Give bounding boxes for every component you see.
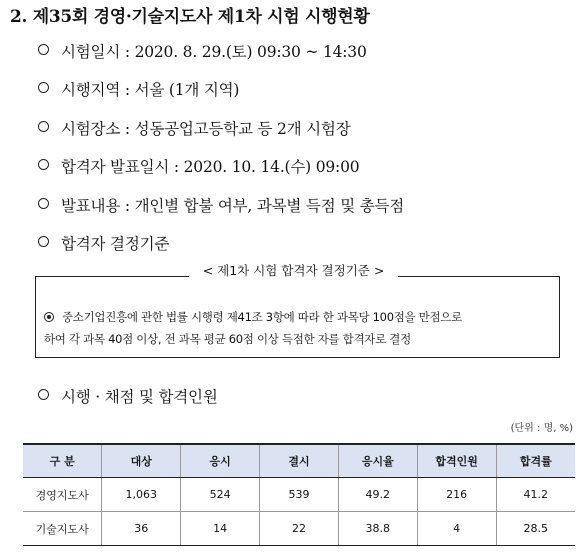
filled-circle-icon <box>44 312 54 322</box>
table-header-pass-rate: 합격률 <box>496 444 575 478</box>
hollow-circle-icon <box>38 121 49 132</box>
table-cell: 49.2 <box>338 478 417 512</box>
item-text: 합격자 결정기준 <box>61 235 170 253</box>
table-cell: 경영지도사 <box>23 478 102 512</box>
item-text: 발표내용 : 개인별 합불 여부, 과목별 득점 및 총득점 <box>61 197 405 215</box>
item-text: 시행지역 : 서울 (1개 지역) <box>61 81 240 99</box>
criteria-heading <box>0 261 587 279</box>
item-exam-statistics <box>38 385 218 407</box>
item-announcement-content <box>38 194 404 216</box>
unit-label: (단위 : 명, %) <box>510 423 573 434</box>
criteria-heading-text: < 제1차 시험 합격자 결정기준 > <box>189 263 399 278</box>
table-header-category: 구 분 <box>23 444 102 478</box>
item-pass-criteria <box>38 232 169 254</box>
criteria-line-2: 하여 각 과목 40점 이상, 전 과목 평균 60점 이상 득점한 자를 합격자로 결정 <box>44 332 411 346</box>
hollow-circle-icon <box>38 82 49 93</box>
item-text: 시험장소 : 성동공업고등학교 등 2개 시험장 <box>61 120 351 138</box>
table-cell: 14 <box>181 512 260 546</box>
table-header-row <box>23 444 575 478</box>
table-header-target: 대상 <box>102 444 181 478</box>
hollow-circle-icon <box>38 159 49 170</box>
table-header-attendance-rate: 응시율 <box>338 444 417 478</box>
hollow-circle-icon <box>38 44 49 55</box>
section-title: 2. 제35회 경영·기술지도사 제1차 시험 시행현황 <box>10 7 370 27</box>
table-cell: 41.2 <box>496 478 575 512</box>
table-cell: 28.5 <box>496 512 575 546</box>
table-cell: 38.8 <box>338 512 417 546</box>
item-text: 시험일시 : 2020. 8. 29.(토) 09:30 ~ 14:30 <box>61 43 367 61</box>
criteria-line-1-text: 중소기업진흥에 관한 법률 시행령 제41조 3항에 따라 한 과목당 100점을 만점으로 <box>62 310 462 324</box>
table-cell: 22 <box>260 512 339 546</box>
table-row <box>23 512 575 546</box>
table-cell: 524 <box>181 478 260 512</box>
table-cell: 4 <box>417 512 496 546</box>
table-cell: 36 <box>102 512 181 546</box>
criteria-line-1 <box>44 306 564 328</box>
stats-table <box>23 443 575 546</box>
item-announcement-date <box>38 155 359 177</box>
item-exam-region <box>38 78 239 100</box>
table-cell: 기술지도사 <box>23 512 102 546</box>
criteria-text <box>44 306 564 350</box>
table-cell: 1,063 <box>102 478 181 512</box>
table-header-applied: 응시 <box>181 444 260 478</box>
table-cell: 216 <box>417 478 496 512</box>
hollow-circle-icon <box>38 389 49 400</box>
item-text: 합격자 발표일시 : 2020. 10. 14.(수) 09:00 <box>61 158 360 176</box>
table-header-passed: 합격인원 <box>417 444 496 478</box>
table-cell: 539 <box>260 478 339 512</box>
item-exam-date <box>38 40 367 62</box>
item-exam-venue <box>38 117 350 139</box>
table-row <box>23 478 575 512</box>
hollow-circle-icon <box>38 198 49 209</box>
hollow-circle-icon <box>38 236 49 247</box>
item-text: 시행 · 채점 및 합격인원 <box>61 388 218 406</box>
table-header-absent: 결시 <box>260 444 339 478</box>
